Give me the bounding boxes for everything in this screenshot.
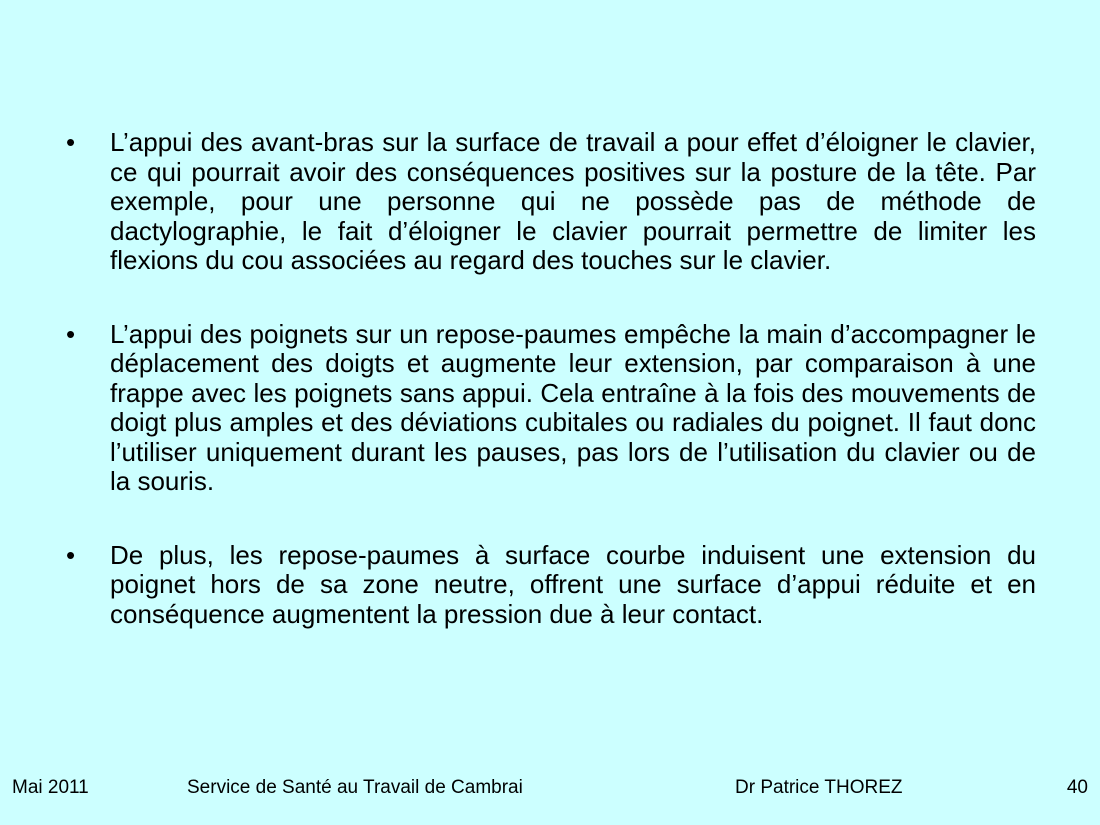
slide-footer <box>0 776 1100 800</box>
bullet-glyph: • <box>66 318 76 349</box>
bullet-text-wrist-rest: L’appui des poignets sur un repose-paumes empêche la main d’accompagner le déplacement des doigts et augmente leur extension, par comparaison à une frappe avec les poignets sans appui. Cela entraîne à la fois des mouvements de doigt plus amples et des déviations cubitales ou radiales du poignet. Il faut donc l’utiliser uniquement durant les pauses, pas lors de l’utilisation du clavier ou de la souris. <box>110 318 1036 496</box>
footer-organization: Service de Santé au Travail de Cambrai <box>187 777 523 798</box>
slide-body <box>62 128 1036 629</box>
bullet-glyph: • <box>66 127 76 157</box>
footer-date: Mai 2011 <box>12 777 89 798</box>
bullet-item <box>62 320 1036 497</box>
page-number: 40 <box>1066 777 1088 798</box>
bullet-item <box>62 541 1036 630</box>
bullet-item <box>62 128 1036 276</box>
footer-author: Dr Patrice THOREZ <box>735 777 903 798</box>
bullet-text-curved-rest: De plus, les repose-paumes à surface courbe induisent une extension du poignet hors de sa zone neutre, offrent une surface d’appui réduite et en conséquence augmentent la pression due à leur contact. <box>110 539 1036 629</box>
bullet-glyph: • <box>66 539 76 570</box>
bullet-text-forearm-support: L’appui des avant-bras sur la surface de travail a pour effet d’éloigner le clavier, ce qui pourrait avoir des conséquences positives sur la posture de la tête. Par exemple, pour une personne qui ne possède pas de méthode de dactylographie, le fait d’éloigner le clavier pourrait permettre de limiter les flexions du cou associées au regard des touches sur le clavier. <box>110 127 1036 275</box>
